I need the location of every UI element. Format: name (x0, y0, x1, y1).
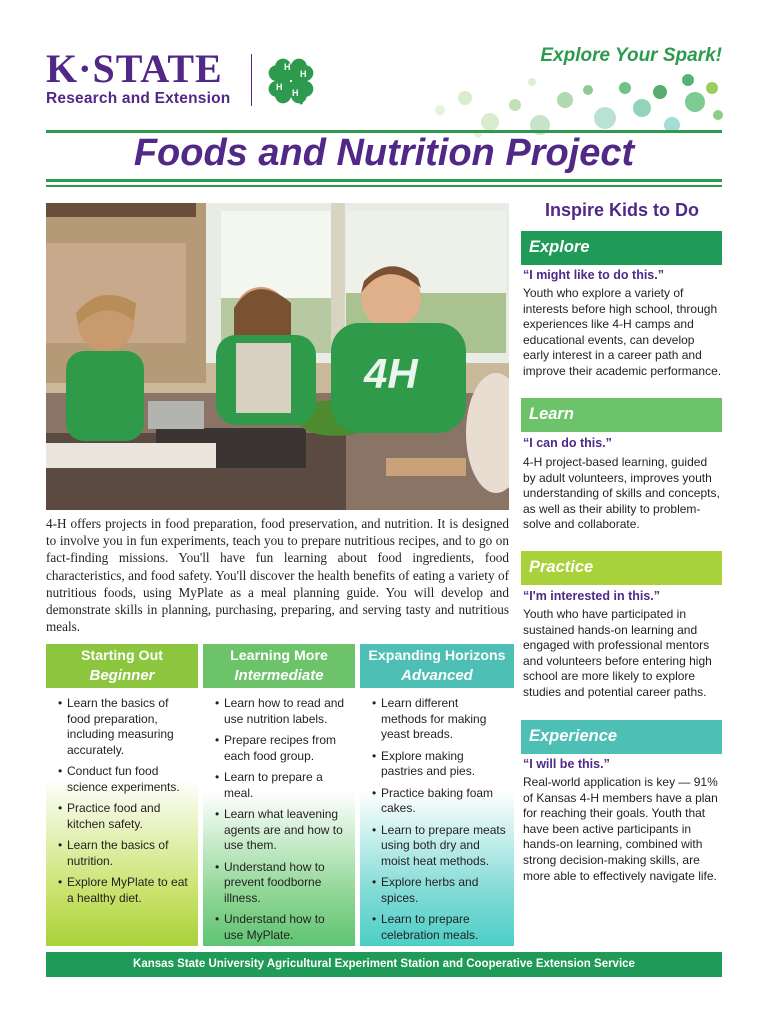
section-heading-explore: Explore (521, 231, 722, 265)
list-item: • Prepare recipes from each food group. (215, 733, 347, 764)
level-intermediate (203, 644, 355, 946)
level-advanced (360, 644, 514, 946)
section-heading-experience: Experience (521, 720, 722, 754)
list-item: • Understand how to prevent foodborne illness. (215, 860, 347, 907)
list-item: • Learn different methods for making yeast breads. (372, 696, 506, 743)
footer-bar: Kansas State University Agricultural Experiment Station and Cooperative Extension Service (46, 952, 722, 977)
list-item: • Learn the basics of nutrition. (58, 838, 190, 869)
list-item: • Learn the basics of food preparation, including measuring accurately. (58, 696, 190, 758)
list-item: • Explore MyPlate to eat a healthy diet. (58, 875, 190, 906)
section-quote: “I will be this.” (523, 757, 610, 771)
kstate-logo (46, 48, 326, 118)
list-item: • Explore making pastries and pies. (372, 749, 506, 780)
svg-text:H: H (276, 82, 283, 92)
level-header (203, 644, 355, 688)
level-subtitle: Beginner (89, 667, 155, 684)
list-item: • Practice baking foam cakes. (372, 786, 506, 817)
level-header (46, 644, 198, 688)
section-text: Youth who have participated in sustained hands-on learning and engaged with professional mentors and volunteers before entering high school are more likely to explore studies and potential career paths. (523, 607, 712, 699)
svg-text:4H: 4H (364, 350, 418, 397)
section-quote: “I can do this.” (523, 436, 612, 450)
section-heading-learn: Learn (521, 398, 722, 432)
list-item: • Practice food and kitchen safety. (58, 801, 190, 832)
list-item: • Conduct fun food science experiments. (58, 764, 190, 795)
logo-divider (251, 54, 252, 106)
section-quote: “I'm interested in this.” (523, 589, 661, 603)
list-item: • Learn to prepare meats using both dry and moist heat methods. (372, 823, 506, 870)
level-list (46, 688, 198, 946)
level-subtitle: Intermediate (234, 667, 324, 684)
level-subtitle: Advanced (401, 667, 473, 684)
level-title: Learning More (230, 648, 328, 664)
project-levels (46, 644, 514, 946)
level-header (360, 644, 514, 688)
tagline: Explore Your Spark! (540, 45, 722, 66)
sidebar-title: Inspire Kids to Do (544, 200, 699, 220)
page-title: Foods and Nutrition Project (133, 132, 635, 174)
level-title: Expanding Horizons (368, 648, 506, 664)
title-rule-bottom-thin (46, 185, 722, 187)
kids-cooking-photo (46, 203, 509, 510)
level-list (203, 688, 355, 946)
intro-paragraph: 4-H offers projects in food preparation, food preservation, and nutrition. It is designed to involve you in fun experiments, teach you to prepare nutritious recipes, and to go on fact-finding missions. You'll have fun learning about food ingredients, food characteristics, and food safety. You'll discover the health benefits of eating a variety of nutritious foods, using MyPlate as a meal planning guide. You will develop and demonstrate skills in planning, purchasing, preparing, and serving tasty and nutritious meals. (46, 516, 509, 635)
list-item: • Learn to prepare a meal. (215, 770, 347, 801)
list-item: • Explore herbs and spices. (372, 875, 506, 906)
svg-text:H: H (300, 69, 307, 79)
section-text: Youth who explore a variety of interests before high school, through experiences like 4-H camps and educational events, can develop early interest in a career path and improve their academic performance. (523, 286, 722, 378)
section-text: 4-H project-based learning, guided by adult volunteers, improves youth understanding of skills and concepts, as well as their ability to problem-solve and collaborate. (523, 455, 720, 532)
logo-wordmark: K·STATE (46, 46, 223, 91)
level-title: Starting Out (81, 648, 163, 664)
section-text: Real-world application is key — 91% of Kansas 4-H members have a plan for reaching their goals. Youth that have been active participants in hands-on learning, combined with strong decision-making skills, are more able to effectively navigate life. (523, 775, 718, 883)
svg-text:H: H (284, 62, 291, 72)
level-beginner (46, 644, 198, 946)
title-rule-bottom (46, 179, 722, 182)
level-list (360, 688, 514, 946)
logo-subtitle: Research and Extension (46, 90, 231, 107)
section-quote: “I might like to do this.” (523, 268, 664, 282)
4h-clover-icon (262, 52, 320, 110)
svg-text:H: H (292, 88, 299, 98)
list-item: • Learn what leavening agents are and how to use them. (215, 807, 347, 854)
list-item: • Learn how to read and use nutrition labels. (215, 696, 347, 727)
list-item: • Understand how to use MyPlate. (215, 912, 347, 943)
section-heading-practice: Practice (521, 551, 722, 585)
list-item: • Learn to prepare celebration meals. (372, 912, 506, 943)
